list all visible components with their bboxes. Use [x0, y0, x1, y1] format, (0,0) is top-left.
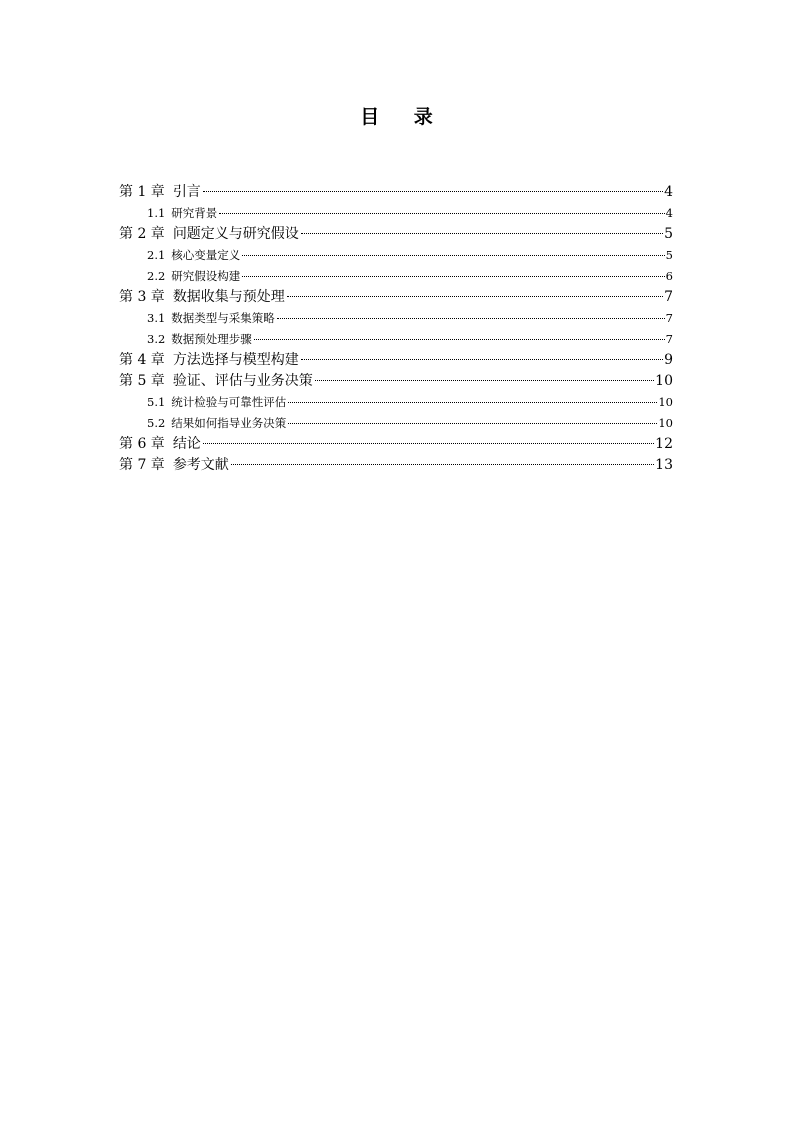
- toc-entry-section-3-2[interactable]: [119, 329, 673, 350]
- toc-entry-chapter-1[interactable]: [119, 182, 673, 203]
- toc-entry-label: 结果如何指导业务决策: [171, 416, 287, 430]
- toc-entry-number: 5.2: [147, 416, 166, 430]
- toc-entry-label: 研究假设构建: [171, 269, 241, 283]
- toc-entry-page: 10: [658, 395, 673, 409]
- toc-entry-number: 第 2 章: [119, 226, 165, 242]
- toc-entry-label: 结论: [172, 436, 201, 452]
- toc-entry-label: 问题定义与研究假设: [172, 226, 299, 242]
- toc-entry-page: 5: [664, 226, 673, 242]
- dot-leader: [242, 255, 664, 256]
- dot-leader: [254, 339, 665, 340]
- toc-entry-number: 第 6 章: [119, 436, 165, 452]
- toc-entry-page: 7: [664, 289, 673, 305]
- dot-leader: [288, 402, 657, 403]
- toc-entry-page: 7: [665, 311, 673, 325]
- toc-entry-label: 验证、评估与业务决策: [172, 373, 313, 389]
- toc-entry-number: 3.2: [147, 332, 166, 346]
- dot-leader: [242, 276, 664, 277]
- toc-entry-label: 引言: [172, 184, 201, 200]
- toc-entry-page: 5: [665, 248, 673, 262]
- dot-leader: [231, 464, 654, 465]
- toc-entry-number: 第 7 章: [119, 457, 165, 473]
- toc-entry-number: 第 3 章: [119, 289, 165, 305]
- toc-entry-label: 数据预处理步骤: [171, 332, 252, 346]
- toc-entry-page: 10: [658, 416, 673, 430]
- dot-leader: [301, 233, 663, 234]
- toc-entry-chapter-3[interactable]: [119, 287, 673, 308]
- dot-leader: [288, 423, 657, 424]
- toc-entry-label: 数据收集与预处理: [172, 289, 285, 305]
- dot-leader: [219, 213, 664, 214]
- dot-leader: [315, 380, 654, 381]
- toc-entry-section-2-1[interactable]: [119, 245, 673, 266]
- toc-entry-label: 统计检验与可靠性评估: [171, 395, 287, 409]
- dot-leader: [203, 191, 663, 192]
- toc-title: 目 录: [360, 106, 447, 128]
- dot-leader: [277, 318, 665, 319]
- toc-entry-section-2-2[interactable]: [119, 266, 673, 287]
- toc-entry-section-1-1[interactable]: [119, 203, 673, 224]
- toc-entry-page: 12: [655, 436, 673, 452]
- toc-entry-section-5-1[interactable]: [119, 392, 673, 413]
- table-of-contents: [119, 182, 673, 476]
- toc-entry-number: 5.1: [147, 395, 166, 409]
- toc-entry-label: 核心变量定义: [171, 248, 241, 262]
- toc-entry-page: 9: [664, 352, 673, 368]
- toc-entry-number: 第 4 章: [119, 352, 165, 368]
- toc-entry-section-5-2[interactable]: [119, 413, 673, 434]
- dot-leader: [287, 296, 663, 297]
- toc-entry-number: 第 1 章: [119, 184, 165, 200]
- toc-entry-number: 1.1: [147, 206, 166, 220]
- toc-entry-page: 7: [665, 332, 673, 346]
- toc-entry-page: 6: [665, 269, 673, 283]
- toc-entry-chapter-7[interactable]: [119, 455, 673, 476]
- toc-entry-chapter-4[interactable]: [119, 350, 673, 371]
- toc-entry-section-3-1[interactable]: [119, 308, 673, 329]
- toc-entry-page: 10: [655, 373, 673, 389]
- toc-entry-label: 参考文献: [172, 457, 229, 473]
- toc-entry-page: 4: [665, 206, 673, 220]
- toc-entry-label: 方法选择与模型构建: [172, 352, 299, 368]
- toc-entry-label: 研究背景: [171, 206, 218, 220]
- dot-leader: [203, 443, 654, 444]
- toc-entry-page: 4: [664, 184, 673, 200]
- toc-entry-label: 数据类型与采集策略: [171, 311, 275, 325]
- toc-entry-number: 2.2: [147, 269, 166, 283]
- toc-entry-chapter-6[interactable]: [119, 434, 673, 455]
- toc-entry-chapter-2[interactable]: [119, 224, 673, 245]
- toc-entry-number: 3.1: [147, 311, 166, 325]
- dot-leader: [301, 359, 663, 360]
- toc-entry-chapter-5[interactable]: [119, 371, 673, 392]
- toc-entry-number: 第 5 章: [119, 373, 165, 389]
- toc-entry-number: 2.1: [147, 248, 166, 262]
- toc-entry-page: 13: [655, 457, 673, 473]
